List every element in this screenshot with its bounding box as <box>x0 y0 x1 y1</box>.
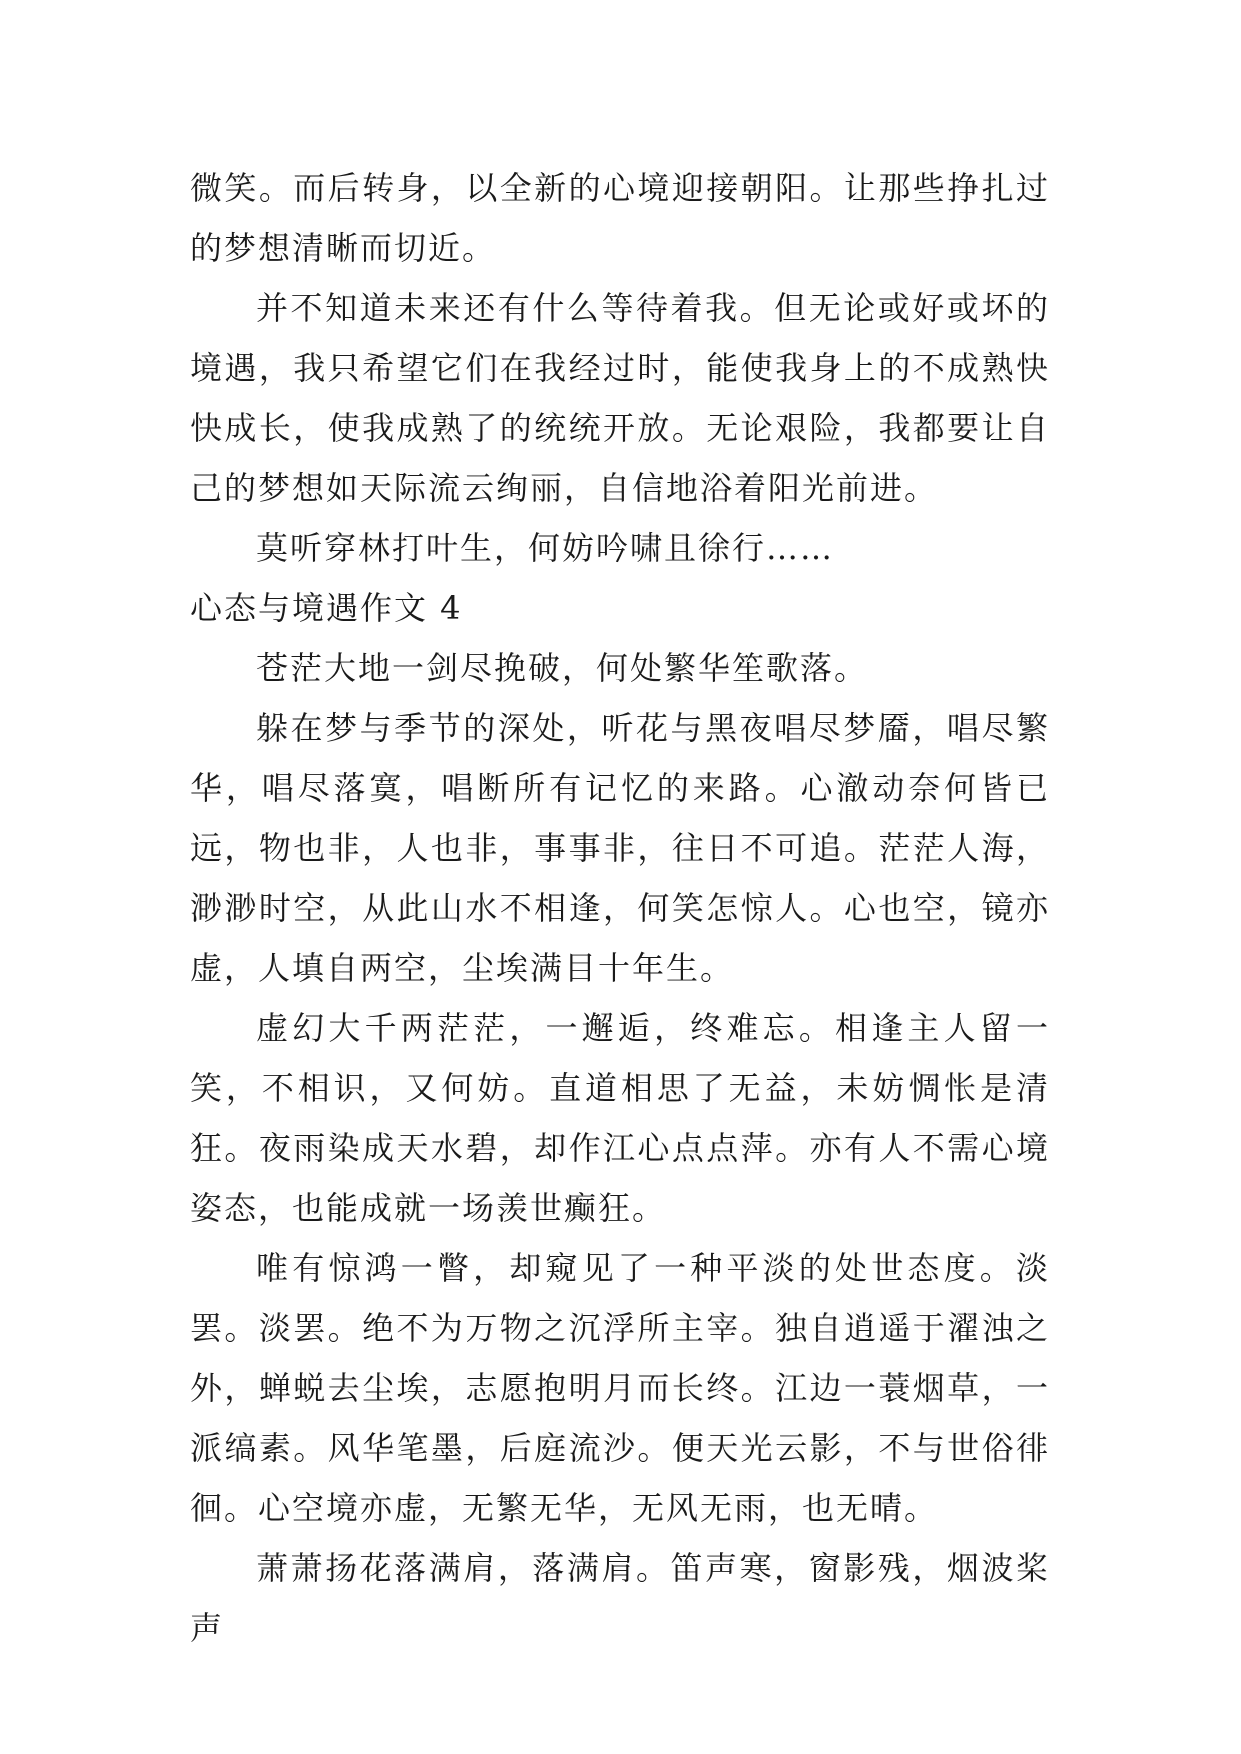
paragraph-illusion: 虚幻大千两茫茫，一邂逅，终难忘。相逢主人留一笑，不相识，又何妨。直道相思了无益，未妨惆怅是清狂。夜雨染成天水碧，却作江心点点萍。亦有人不需心境姿态，也能成就一场羡世癫狂。 <box>190 1009 1050 1227</box>
section-title: 心态与境遇作文 4 <box>190 589 463 627</box>
paragraph-continuation: 微笑。而后转身，以全新的心境迎接朝阳。让那些挣扎过的梦想清晰而切近。 <box>190 169 1050 267</box>
paragraph-dream-season: 躲在梦与季节的深处，听花与黑夜唱尽梦靥，唱尽繁华，唱尽落寞，唱断所有记忆的来路。心澈动奈何皆已远，物也非，人也非，事事非，往日不可追。茫茫人海，渺渺时空，从此山水不相逢，何笑怎惊人。心也空，镜亦虚，人填自两空，尘埃满目十年生。 <box>190 709 1050 987</box>
paragraph-poem-line: 莫听穿林打叶生，何妨吟啸且徐行…… <box>256 529 835 567</box>
paragraph-opening-verse: 苍茫大地一剑尽挽破，何处繁华笙歌落。 <box>256 649 869 687</box>
paragraph-willow-flowers: 萧萧扬花落满肩，落满肩。笛声寒，窗影残，烟波桨声 <box>190 1549 1050 1647</box>
paragraph-glimpse: 唯有惊鸿一瞥，却窥见了一种平淡的处世态度。淡罢。淡罢。绝不为万物之沉浮所主宰。独自逍遥于濯浊之外，蝉蜕去尘埃，志愿抱明月而长终。江边一蓑烟草，一派缟素。风华笔墨，后庭流沙。便天光云影，不与世俗徘徊。心空境亦虚，无繁无华，无风无雨，也无晴。 <box>190 1249 1050 1527</box>
document-body <box>190 158 1050 1658</box>
paragraph-future: 并不知道未来还有什么等待着我。但无论或好或坏的境遇，我只希望它们在我经过时，能使我身上的不成熟快快成长，使我成熟了的统统开放。无论艰险，我都要让自己的梦想如天际流云绚丽，自信地浴着阳光前进。 <box>190 289 1050 507</box>
